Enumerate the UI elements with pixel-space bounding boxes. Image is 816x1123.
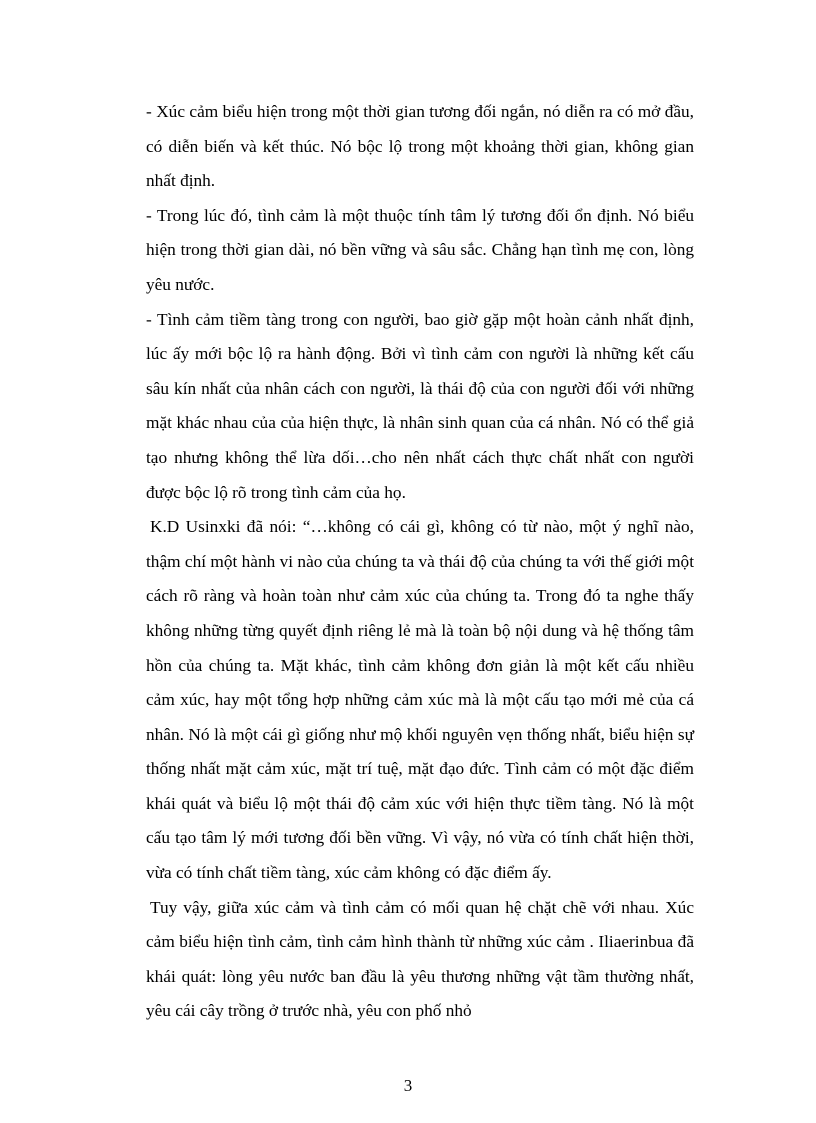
- paragraph-relationship: Tuy vậy, giữa xúc cảm và tình cảm có mối quan hệ chặt chẽ với nhau. Xúc cảm biểu hiện tình cảm, tình cảm hình thành từ những xúc cảm . Iliaerinbua đã khái quát: lòng yêu nước ban đầu là yêu thương những vật tầm thường nhất, yêu cái cây trồng ở trước nhà, yêu con phố nhỏ: [146, 897, 694, 1021]
- paragraph-feeling-stability: - Trong lúc đó, tình cảm là một thuộc tính tâm lý tương đối ổn định. Nó biểu hiện trong thời gian dài, nó bền vững và sâu sắc. Chẳng hạn tình mẹ con, lòng yêu nước.: [146, 205, 694, 294]
- page-number: 3: [403, 1076, 413, 1095]
- paragraph-emotion-duration: - Xúc cảm biểu hiện trong một thời gian tương đối ngắn, nó diễn ra có mở đầu, có diễn biến và kết thúc. Nó bộc lộ trong một khoảng thời gian, không gian nhất định.: [146, 102, 694, 191]
- paragraph-usinxki-quote: K.D Usinxki đã nói: “…không có cái gì, không có từ nào, một ý nghĩ nào, thậm chí một hành vi nào của chúng ta và thái độ của chúng ta với thế giới một cách rõ ràng và hoàn toàn như cảm xúc của chúng ta. Trong đó ta nghe thấy không những từng quyết định riêng lẻ mà là toàn bộ nội dung và hệ thống tâm hồn của chúng ta. Mặt khác, tình cảm không đơn giản là một kết cấu nhiều cảm xúc, hay một tổng hợp những cảm xúc mà là một cấu tạo mới mẻ của cá nhân. Nó là một cái gì giống như mộ khối nguyên vẹn thống nhất, biểu hiện sự thống nhất mặt cảm xúc, mặt trí tuệ, mặt đạo đức. Tình cảm có một đặc điểm khái quát và biểu lộ một thái độ cảm xúc với hiện thực tiềm tàng. Nó là một cấu tạo tâm lý mới tương đối bền vững. Vì vậy, nó vừa có tính chất hiện thời, vừa có tính chất tiềm tàng, xúc cảm không có đặc điểm ấy.: [146, 517, 694, 883]
- body-text: [146, 95, 694, 1029]
- paragraph-feeling-latent: - Tình cảm tiềm tàng trong con người, bao giờ gặp một hoàn cảnh nhất định, lúc ấy mới bộc lộ ra hành động. Bởi vì tình cảm con người là những kết cấu sâu kín nhất của nhân cách con người, là thái độ của con người đối với những mặt khác nhau của của hiện thực, là nhân sinh quan của cá nhân. Nó có thể giả tạo nhưng không thể lừa dối…cho nên nhất cách thực chất nhất con người được bộc lộ rõ trong tình cảm của họ.: [146, 309, 694, 502]
